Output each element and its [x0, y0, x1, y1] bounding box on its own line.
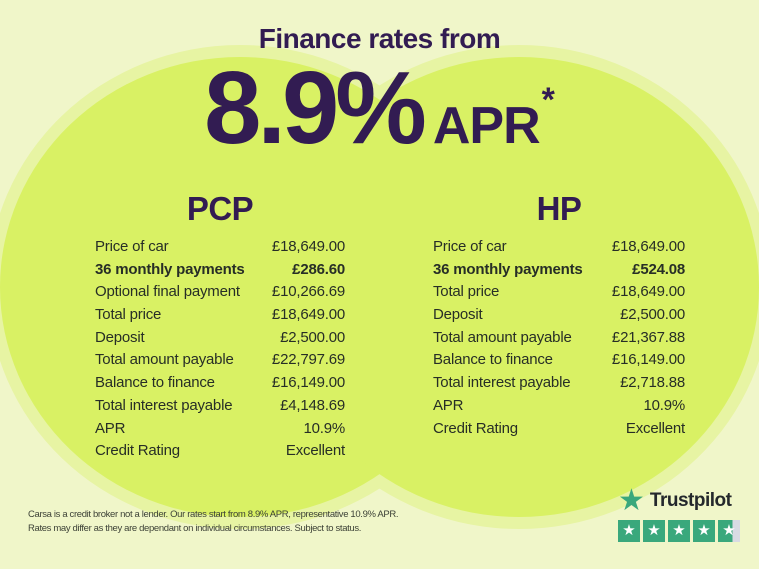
row-value: £18,649.00	[611, 238, 685, 255]
row-value: £10,266.69	[271, 283, 345, 301]
finance-subtitle: Finance rates from	[258, 23, 501, 54]
row-value: 10.9%	[303, 419, 345, 437]
trustpilot-rating-stars	[618, 520, 743, 542]
row-label: Total price	[95, 306, 162, 324]
row-value: £18,649.00	[611, 283, 685, 301]
row-value: £524.08	[632, 260, 685, 278]
table-row	[433, 283, 685, 306]
table-row	[433, 420, 685, 443]
finance-rate: 8.9%	[204, 50, 423, 165]
table-row	[433, 261, 685, 284]
row-label: Balance to finance	[433, 351, 553, 369]
row-value: £286.60	[292, 260, 345, 278]
pcp-title: PCP	[186, 190, 254, 227]
row-value: £2,500.00	[280, 328, 345, 346]
table-row	[433, 329, 685, 352]
finance-rate-row	[0, 50, 759, 165]
row-value: Excellent	[285, 442, 345, 460]
disclaimer-line-2: Rates may differ as they are dependant on individual circumstances. Subject to status.	[28, 523, 362, 534]
table-row	[433, 351, 685, 374]
row-label: Price of car	[433, 238, 507, 255]
row-label: APR	[433, 396, 464, 414]
row-label: Total amount payable	[433, 328, 572, 346]
row-label: APR	[95, 419, 126, 437]
trustpilot-header	[618, 484, 743, 517]
hp-title: HP	[536, 190, 582, 227]
table-row	[95, 374, 345, 397]
disclaimer	[28, 508, 458, 536]
row-label: Total amount payable	[95, 351, 234, 369]
row-label: Balance to finance	[95, 374, 215, 392]
table-row	[95, 420, 345, 443]
table-row	[95, 261, 345, 284]
row-value: £4,148.69	[280, 396, 345, 414]
row-value: £16,149.00	[271, 374, 345, 392]
row-label: 36 monthly payments	[95, 260, 245, 278]
star-icon: ★	[643, 520, 665, 542]
row-label: Total price	[433, 283, 500, 301]
half-star-icon: ★	[718, 520, 740, 542]
table-row	[95, 351, 345, 374]
table-row	[95, 329, 345, 352]
trustpilot-logo	[618, 484, 743, 542]
row-label: Credit Rating	[433, 419, 518, 437]
row-value: £22,797.69	[271, 351, 345, 369]
table-row	[433, 397, 685, 420]
table-row	[95, 238, 345, 261]
star-icon: ★	[668, 520, 690, 542]
row-label: Deposit	[95, 328, 145, 346]
row-value: £2,718.88	[620, 374, 685, 392]
trustpilot-star-icon: ★	[618, 484, 645, 517]
table-row	[433, 374, 685, 397]
row-label: Deposit	[433, 306, 483, 324]
row-value: Excellent	[625, 419, 685, 437]
row-value: 10.9%	[643, 396, 685, 414]
row-label: 36 monthly payments	[433, 260, 583, 278]
row-label: Credit Rating	[95, 442, 180, 460]
disclaimer-line-1: Carsa is a credit broker not a lender. Our rates start from 8.9% APR, representative 10.9% APR.	[28, 509, 399, 520]
star-icon: ★	[618, 520, 640, 542]
row-label: Total interest payable	[95, 396, 233, 414]
apr-label: APR	[432, 97, 540, 155]
table-row	[95, 442, 345, 465]
apr-asterisk: *	[541, 81, 555, 119]
row-label: Optional final payment	[95, 283, 240, 301]
hp-table	[433, 192, 685, 442]
row-value: £16,149.00	[611, 351, 685, 369]
table-row	[95, 397, 345, 420]
row-label: Price of car	[95, 238, 169, 255]
star-icon: ★	[693, 520, 715, 542]
row-value: £21,367.88	[611, 328, 685, 346]
table-row	[95, 283, 345, 306]
trustpilot-brand: Trustpilot	[649, 490, 732, 511]
table-row	[433, 306, 685, 329]
pcp-table	[95, 192, 345, 465]
row-value: £18,649.00	[271, 238, 345, 255]
row-label: Total interest payable	[433, 374, 571, 392]
row-value: £18,649.00	[271, 306, 345, 324]
table-row	[95, 306, 345, 329]
table-row	[433, 238, 685, 261]
row-value: £2,500.00	[620, 306, 685, 324]
